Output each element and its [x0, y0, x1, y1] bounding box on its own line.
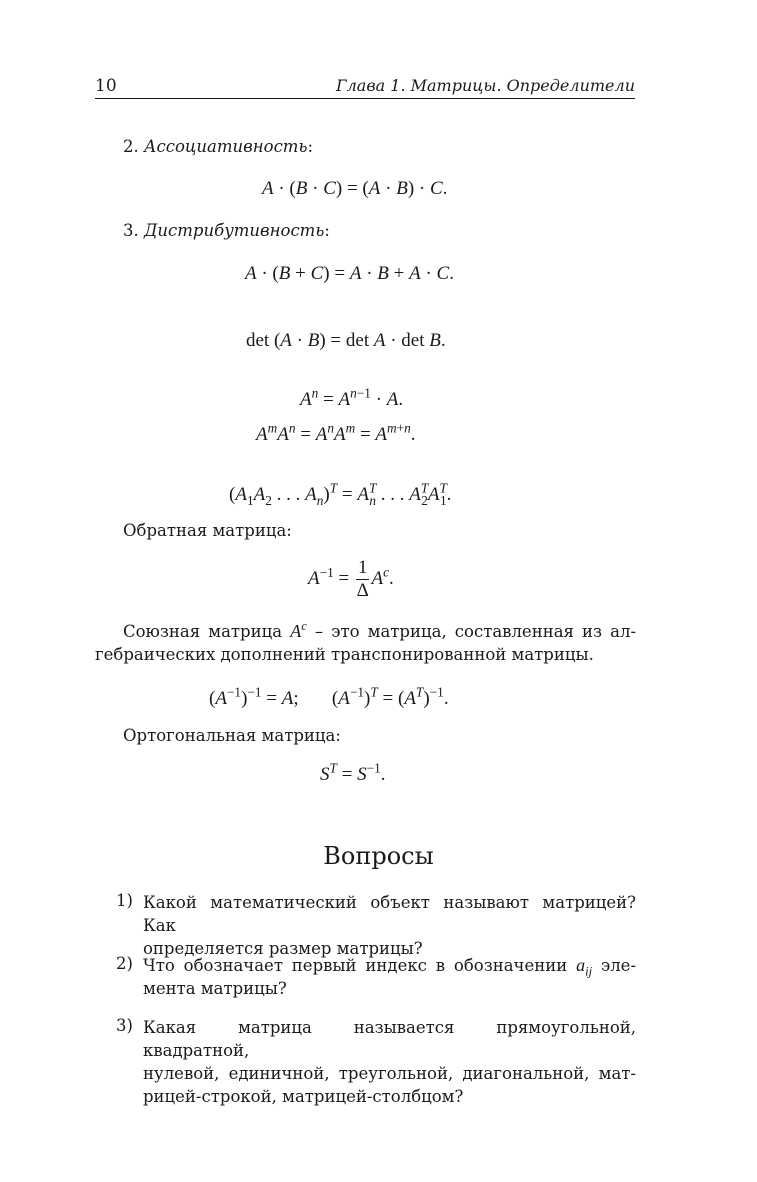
adjugate-definition-line-2: гебраических дополнений транспонированной матрицы. — [95, 645, 594, 664]
inverse-matrix-label: Обратная матрица: — [123, 521, 292, 540]
distributivity-label: Дистрибутивность — [144, 221, 325, 240]
associativity-item — [123, 137, 313, 156]
question-2-line-1: Что обозначает первый индекс в обозначении $a_{ij}$ эле- — [143, 955, 637, 979]
question-1-line-2: определяется размер матрицы? — [143, 939, 423, 958]
question-2-text-end: эле- — [600, 956, 637, 975]
distributivity-number: 3. — [123, 221, 139, 240]
question-number: 1) — [116, 891, 133, 910]
adjugate-definition-line-1: Союзная матрица $A^c$ – это матрица, составленная из ал- — [123, 619, 637, 641]
question-number: 3) — [116, 1016, 133, 1035]
inverse-matrix-formula: $A^{-1}$ = $\frac{1}{\Delta}$ $A^c$. — [308, 557, 394, 601]
adjugate-term: Союзная матрица — [123, 622, 283, 641]
distributivity-item — [123, 221, 330, 240]
question-3-line-1: Какая матрица называется прямоугольной, квадратной, — [143, 1018, 636, 1060]
chapter-title: Глава 1. Матрицы. Определители — [336, 76, 635, 95]
question-2 — [143, 954, 636, 1000]
question-3-line-3: рицей-строкой, матрицей-столбцом? — [143, 1087, 464, 1106]
orthogonal-matrix-formula: $S^T = S^{-1}$. — [320, 760, 386, 785]
running-header — [95, 76, 635, 99]
question-2-text: Что обозначает первый индекс в обозначении — [143, 956, 568, 975]
question-1 — [143, 891, 636, 960]
question-2-line-2: мента матрицы? — [143, 979, 287, 998]
question-3-line-2: нулевой, единичной, треугольной, диагональной, мат- — [143, 1064, 636, 1083]
question-1-line-1: Какой математический объект называют матрицей? Как — [143, 893, 636, 935]
associativity-label: Ассоциативность — [144, 137, 308, 156]
page-number: 10 — [95, 76, 117, 96]
orthogonal-matrix-label: Ортогональная матрица: — [123, 726, 341, 745]
adjugate-definition-text: – это матрица, составленная из ал- — [314, 622, 637, 641]
associativity-formula: A · (B · C) = (A · B) · C. — [262, 178, 448, 199]
power-formula-1: $A^n = A^{n-1} \cdot A$. — [300, 385, 404, 410]
transpose-product-formula: ($A_1A_2$ . . . $A_n)^T = A^T_n$ . . . $A^T_2A^T_1$. — [229, 480, 452, 508]
question-number: 2) — [116, 954, 133, 973]
associativity-number: 2. — [123, 137, 139, 156]
colon: : — [324, 221, 330, 240]
determinant-product-formula: det (A · B) = det A · det B. — [246, 330, 446, 351]
power-formula-2: $A^mA^n = A^nA^m = A^{m+n}$. — [256, 420, 416, 445]
distributivity-formula: A · (B + C) = A · B + A · C. — [245, 263, 454, 284]
colon: : — [307, 137, 313, 156]
inverse-properties-formula: $(A^{-1})^{-1} = A$; $(A^{-1})^T = (A^T)^{-1}$. — [209, 684, 449, 709]
questions-heading: Вопросы — [323, 842, 434, 870]
question-3 — [143, 1016, 636, 1108]
